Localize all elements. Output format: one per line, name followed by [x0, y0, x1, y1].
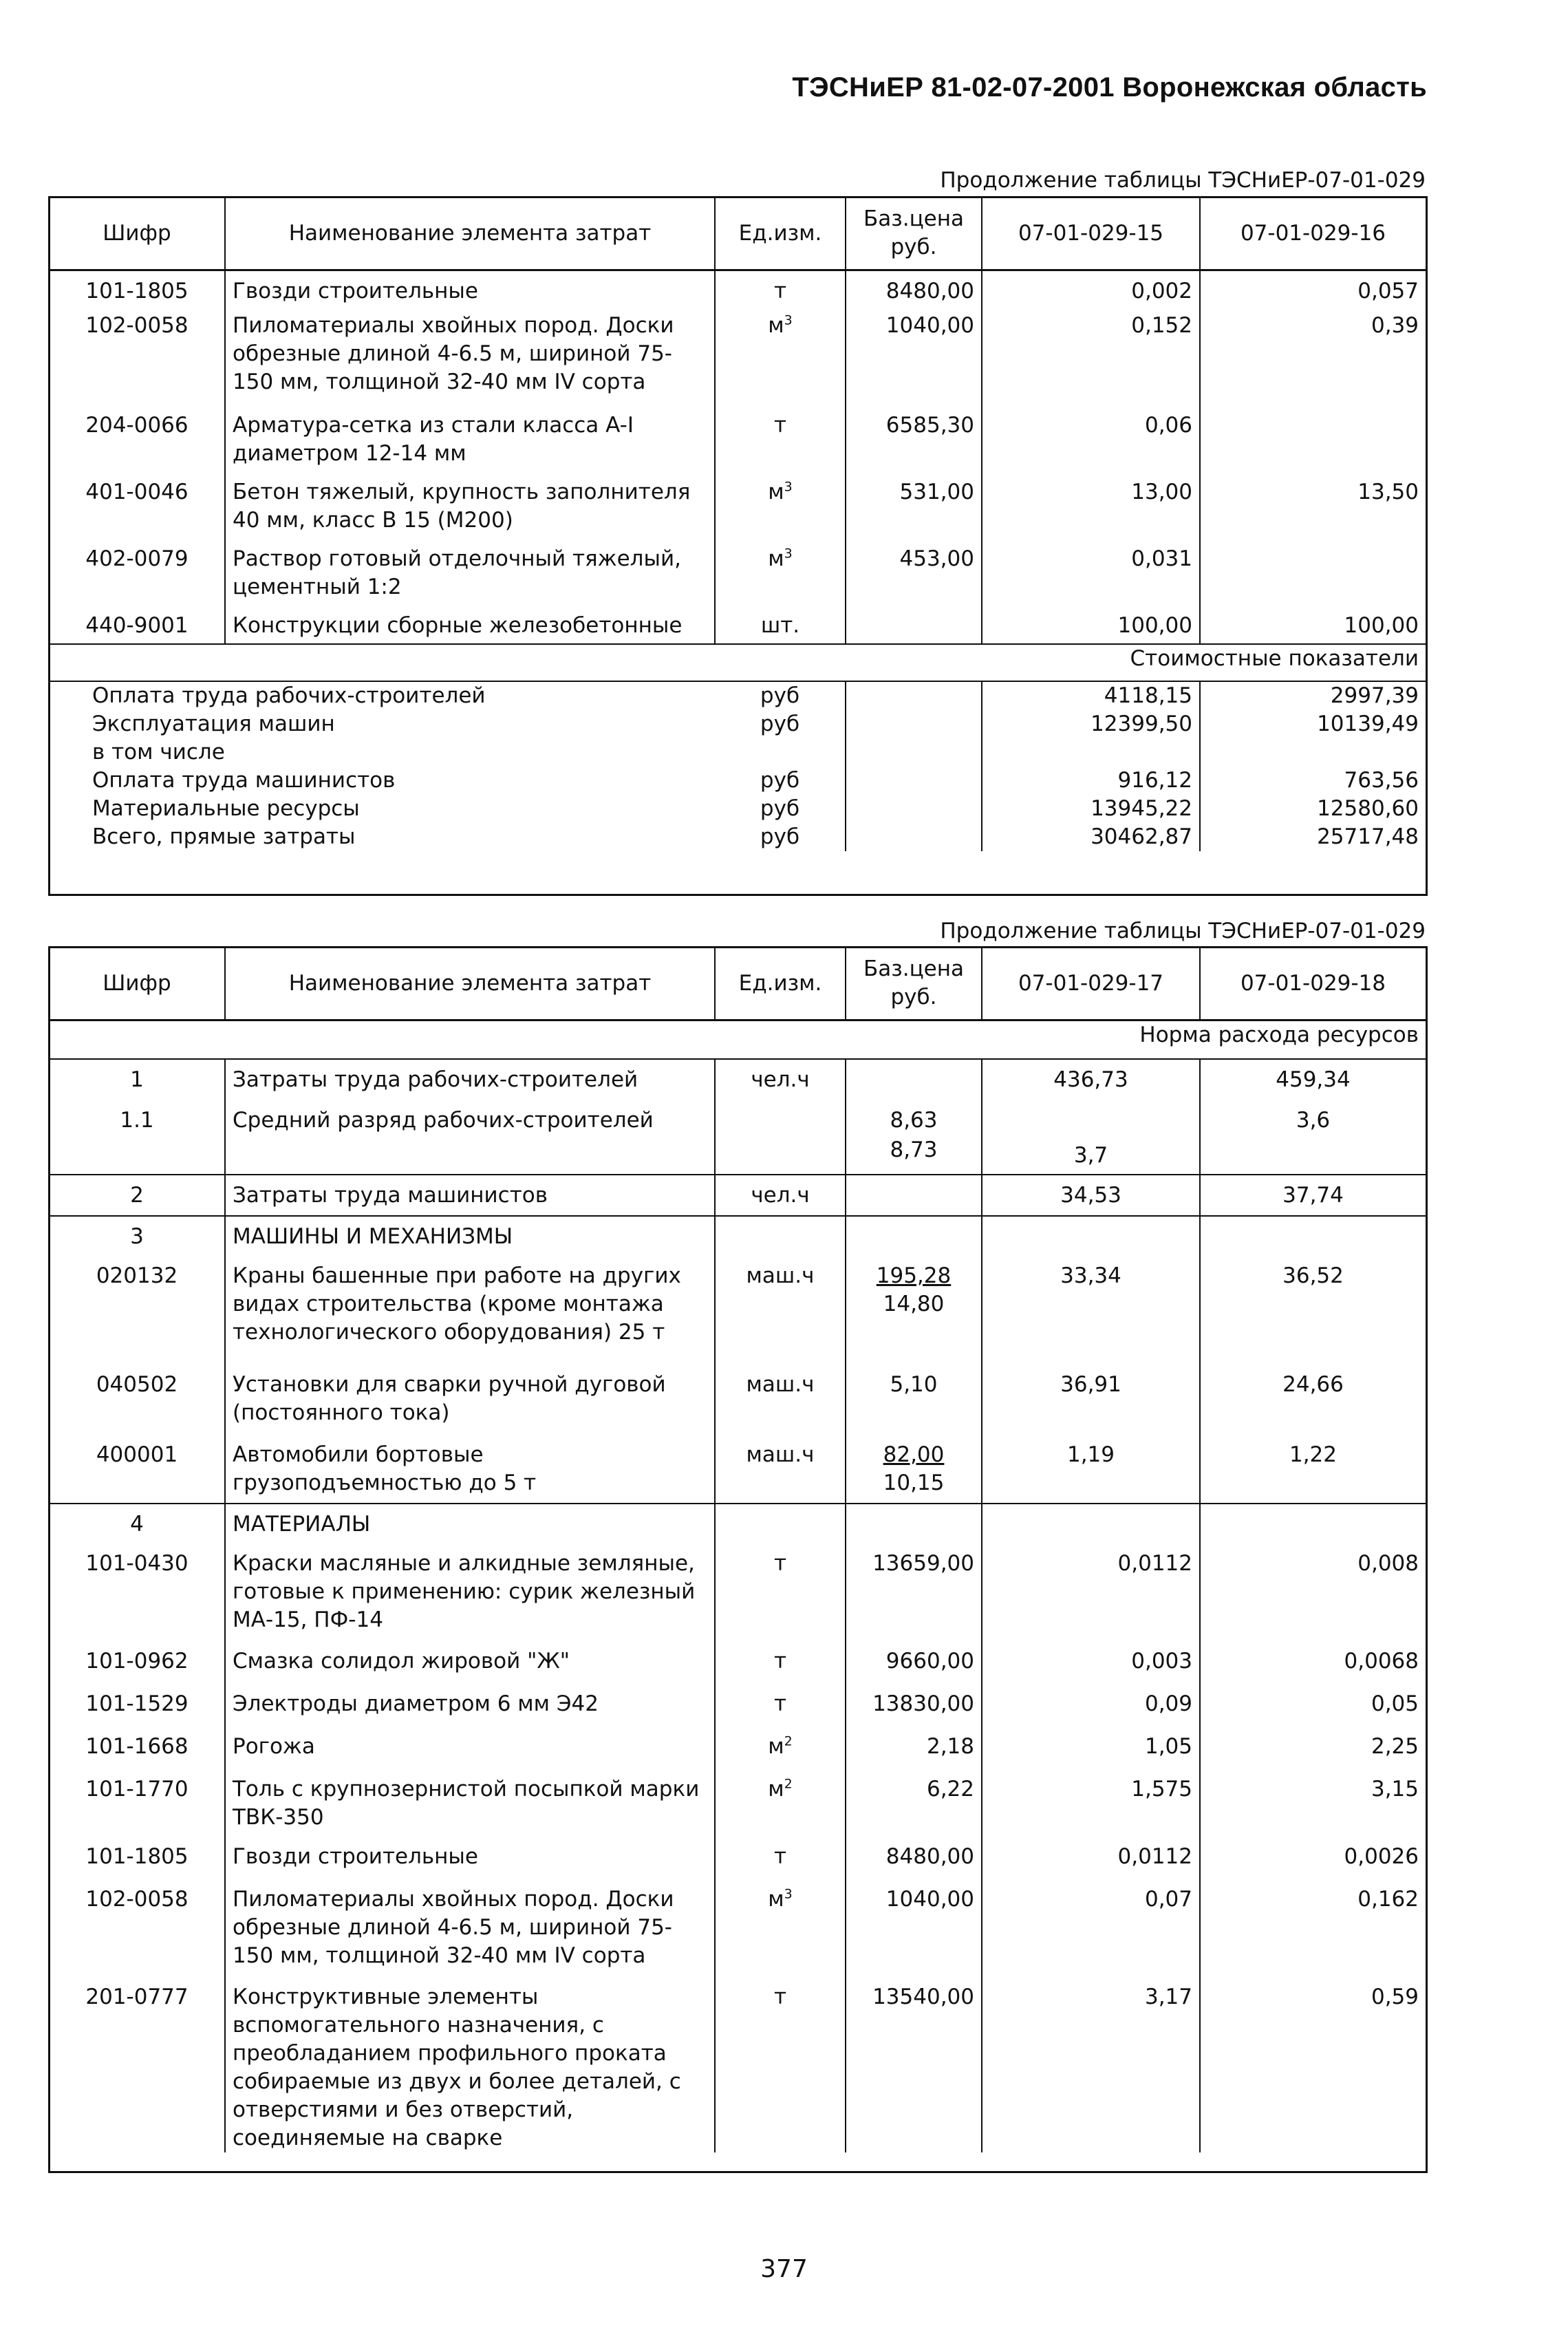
row-unit: т [715, 1684, 846, 1727]
row-code: 4 [130, 1511, 144, 1537]
row-value-15: 0,06 [982, 405, 1200, 472]
summary-unit: руб [760, 796, 800, 821]
row-value-16: 0,057 [1200, 270, 1426, 306]
row-name [225, 1136, 715, 1175]
resource-table-1 [50, 197, 1426, 851]
row-unit: чел.ч [715, 1059, 846, 1100]
summary-label: Оплата труда рабочих-строителей [92, 683, 486, 708]
summary-empty [846, 681, 982, 710]
col-header-norm-15: 07-01-029-15 [982, 197, 1200, 270]
summary-value-15: 916,12 [982, 767, 1200, 795]
col-header-price: Баз.цена руб. [846, 197, 982, 270]
row-value-18: 1,22 [1200, 1435, 1426, 1504]
table-row [50, 1504, 1426, 1543]
summary-empty [846, 710, 982, 738]
row-value-16 [1200, 539, 1426, 606]
document-header-title: ТЭСНиЕР 81-02-07-2001 Воронежская область [792, 72, 1427, 103]
row-price: 2,18 [846, 1727, 982, 1769]
row-unit: $м^3$ [715, 306, 846, 405]
row-value-18: 36,52 [1200, 1256, 1426, 1365]
col-header-unit: Ед.изм. [715, 197, 846, 270]
summary-empty [846, 795, 982, 823]
summary-empty [846, 738, 982, 767]
row-value-17: 0,0112 [982, 1837, 1200, 1879]
row-value-18 [1200, 1136, 1426, 1175]
row-value-17: 1,05 [982, 1727, 1200, 1769]
row-name: Арматура-сетка из стали класса A-I диаметром 12-14 мм [225, 405, 715, 472]
row-value-17: 0,07 [982, 1879, 1200, 1977]
row-name: Затраты труда рабочих-строителей [225, 1059, 715, 1100]
row-code: 204-0066 [85, 413, 189, 438]
table-row [50, 1059, 1426, 1100]
row-value-18: 2,25 [1200, 1727, 1426, 1769]
row-code: 040502 [96, 1371, 178, 1397]
row-name: Раствор готовый отделочный тяжелый, цементный 1:2 [225, 539, 715, 606]
row-code: 102-0058 [85, 313, 189, 338]
row-value-15: 100,00 [982, 606, 1200, 644]
row-price: 453,00 [846, 539, 982, 606]
summary-label: Эксплуатация машин [92, 712, 335, 736]
table-row [50, 1879, 1426, 1977]
row-name: Бетон тяжелый, крупность заполнителя 40 мм, класс B 15 (M200) [225, 472, 715, 539]
row-value-18: 37,74 [1200, 1175, 1426, 1216]
row-price: 8480,00 [846, 270, 982, 306]
resource-table-2 [50, 948, 1426, 2152]
summary-value-15: 4118,15 [982, 681, 1200, 710]
row-price: 5,10 [846, 1365, 982, 1435]
row-code: 101-0430 [85, 1550, 189, 1576]
row-unit: т [715, 1543, 846, 1641]
table-row [50, 405, 1426, 472]
row-code: 101-0962 [85, 1648, 189, 1674]
row-code [50, 1136, 225, 1175]
row-value-17: 36,91 [982, 1365, 1200, 1435]
row-unit: $м^2$ [715, 1727, 846, 1769]
row-name: Конструктивные элементы вспомогательного назначения, с преобладанием профильного проката собираемые из двух и более деталей, с отверстиями и без отверстий, соединяемые на сварке [225, 1977, 715, 2152]
summary-value-16 [1200, 738, 1426, 767]
summary-unit: руб [760, 768, 800, 793]
row-unit: $м^3$ [715, 539, 846, 606]
row-price: 6585,30 [846, 405, 982, 472]
row-name: Конструкции сборные железобетонные [225, 606, 715, 644]
row-unit: чел.ч [715, 1175, 846, 1216]
row-code: 402-0079 [85, 546, 189, 571]
row-unit: $м^3$ [715, 472, 846, 539]
row-value-17: 0,0112 [982, 1543, 1200, 1641]
col-header-norm-16: 07-01-029-16 [1200, 197, 1426, 270]
row-unit [715, 1136, 846, 1175]
row-value-18: 0,05 [1200, 1684, 1426, 1727]
summary-unit: руб [760, 683, 800, 708]
row-unit: $м^3$ [715, 1879, 846, 1977]
row-code: 3 [130, 1223, 144, 1249]
table-row [50, 606, 1426, 644]
row-value-17: 1,19 [982, 1435, 1200, 1504]
row-value-15: 0,031 [982, 539, 1200, 606]
row-price [846, 1175, 982, 1216]
table-row [50, 306, 1426, 405]
row-price: 82,00 10,15 [846, 1435, 982, 1504]
row-code: 440-9001 [50, 606, 225, 644]
row-value-15: 0,002 [982, 270, 1200, 306]
row-unit [715, 1504, 846, 1543]
summary-value-15 [982, 738, 1200, 767]
table-row [50, 1769, 1426, 1837]
section-title: Стоимостные показатели [50, 644, 1426, 681]
row-value-18 [1200, 1216, 1426, 1256]
row-price [846, 1059, 982, 1100]
col-header-norm-18: 07-01-029-18 [1200, 948, 1426, 1020]
row-value-17: 34,53 [982, 1175, 1200, 1216]
summary-label: Материальные ресурсы [92, 796, 360, 821]
row-value-18: 24,66 [1200, 1365, 1426, 1435]
row-value-17: 436,73 [982, 1059, 1200, 1100]
row-code: 101-1805 [85, 1843, 189, 1869]
row-price: 1040,00 [846, 1879, 982, 1977]
table-row [50, 1100, 1426, 1136]
summary-unit [715, 738, 846, 767]
row-value-18: 459,34 [1200, 1059, 1426, 1100]
summary-value-15: 30462,87 [982, 823, 1200, 851]
section-row [50, 1020, 1426, 1059]
summary-unit: руб [760, 712, 800, 736]
table-row [50, 1256, 1426, 1365]
row-unit: маш.ч [715, 1256, 846, 1365]
row-price: 8480,00 [846, 1837, 982, 1879]
col-header-name: Наименование элемента затрат [225, 948, 715, 1020]
row-code: 2 [50, 1175, 225, 1216]
row-value-15: 13,00 [982, 472, 1200, 539]
row-unit: т [715, 405, 846, 472]
col-header-code: Шифр [50, 197, 225, 270]
summary-label: в том числе [92, 740, 225, 765]
table1-caption: Продолжение таблицы ТЭСНиЕР-07-01-029 [940, 168, 1426, 193]
row-price: 13830,00 [846, 1684, 982, 1727]
row-value-18: 3,15 [1200, 1769, 1426, 1837]
row-value-18: 0,59 [1200, 1977, 1426, 2152]
row-unit: т [715, 1641, 846, 1684]
summary-value-15: 13945,22 [982, 795, 1200, 823]
summary-value-16: 10139,49 [1200, 710, 1426, 738]
row-name: Затраты труда машинистов [225, 1175, 715, 1216]
table-row [50, 1435, 1426, 1504]
row-price: 8,63 [846, 1100, 982, 1136]
row-value-18: 0,008 [1200, 1543, 1426, 1641]
table-row [50, 1216, 1426, 1256]
row-name: МАШИНЫ И МЕХАНИЗМЫ [225, 1216, 715, 1256]
row-name: Гвозди строительные [225, 270, 715, 306]
summary-label: Оплата труда машинистов [92, 768, 396, 793]
row-code: 400001 [50, 1435, 225, 1504]
row-value-18: 3,6 [1200, 1100, 1426, 1136]
row-code: 101-1529 [85, 1691, 189, 1716]
row-unit: $м^2$ [715, 1769, 846, 1837]
row-price [846, 1216, 982, 1256]
row-name: МАТЕРИАЛЫ [225, 1504, 715, 1543]
row-value-17: 33,34 [982, 1256, 1200, 1365]
row-value-17 [982, 1216, 1200, 1256]
col-header-unit: Ед.изм. [715, 948, 846, 1020]
row-name: Автомобили бортовые грузоподъемностью до 5 т [225, 1435, 715, 1504]
row-value-16 [1200, 405, 1426, 472]
row-value-17: 3,17 [982, 1977, 1200, 2152]
row-name: Электроды диаметром 6 мм Э42 [225, 1684, 715, 1727]
table-row [50, 1727, 1426, 1769]
summary-row [50, 795, 1426, 823]
summary-row [50, 823, 1426, 851]
row-name: Краны башенные при работе на других видах строительства (кроме монтажа технологического оборудования) 25 т [225, 1256, 715, 1365]
row-value-17 [982, 1100, 1200, 1136]
table-row [50, 1136, 1426, 1175]
row-value-18: 0,0068 [1200, 1641, 1426, 1684]
summary-empty [846, 767, 982, 795]
row-price [846, 606, 982, 644]
table-row [50, 1684, 1426, 1727]
summary-value-16: 12580,60 [1200, 795, 1426, 823]
row-name: Краски масляные и алкидные земляные, готовые к применению: сурик железный МА-15, ПФ-14 [225, 1543, 715, 1641]
row-value-17: 3,7 [982, 1136, 1200, 1175]
summary-value-16: 763,56 [1200, 767, 1426, 795]
row-unit: т [715, 270, 846, 306]
row-value-15: 0,152 [982, 306, 1200, 405]
summary-empty [846, 823, 982, 851]
row-price: 13659,00 [846, 1543, 982, 1641]
row-code: 1.1 [120, 1107, 154, 1133]
summary-value-16: 2997,39 [1200, 681, 1426, 710]
row-unit: т [715, 1837, 846, 1879]
summary-row [50, 681, 1426, 710]
row-value-18: 0,162 [1200, 1879, 1426, 1977]
table-row [50, 472, 1426, 539]
table-row [50, 1837, 1426, 1879]
col-header-name: Наименование элемента затрат [225, 197, 715, 270]
col-header-code: Шифр [50, 948, 225, 1020]
row-unit: шт. [715, 606, 846, 644]
row-value-17 [982, 1504, 1200, 1543]
row-price: 531,00 [846, 472, 982, 539]
row-value-18: 0,0026 [1200, 1837, 1426, 1879]
row-name: Толь с крупнозернистой посыпкой марки ТВК-350 [225, 1769, 715, 1837]
row-code: 1 [130, 1067, 144, 1092]
table-row [50, 1977, 1426, 2152]
row-value-17: 0,003 [982, 1641, 1200, 1684]
row-price: 195,28 14,80 [846, 1256, 982, 1365]
table-row [50, 1365, 1426, 1435]
summary-label: Всего, прямые затраты [92, 824, 356, 849]
row-value-17: 1,575 [982, 1769, 1200, 1837]
row-price: 13540,00 [846, 1977, 982, 2152]
row-value-17: 0,09 [982, 1684, 1200, 1727]
row-code: 101-1805 [85, 279, 189, 303]
section-row [50, 644, 1426, 681]
row-price: 8,73 [846, 1136, 982, 1175]
table-row [50, 1641, 1426, 1684]
page-number: 377 [760, 2255, 808, 2283]
row-name: Гвозди строительные [225, 1837, 715, 1879]
row-unit: маш.ч [715, 1435, 846, 1504]
row-unit: т [715, 1977, 846, 2152]
row-code: 102-0058 [85, 1886, 189, 1912]
row-code: 101-1770 [85, 1776, 189, 1802]
row-price: 9660,00 [846, 1641, 982, 1684]
summary-row [50, 738, 1426, 767]
row-unit: маш.ч [715, 1365, 846, 1435]
col-header-price: Баз.цена руб. [846, 948, 982, 1020]
row-name: Рогожа [225, 1727, 715, 1769]
summary-value-15: 12399,50 [982, 710, 1200, 738]
row-value-16: 13,50 [1200, 472, 1426, 539]
row-code: 401-0046 [85, 480, 189, 504]
summary-unit: руб [760, 824, 800, 849]
row-code: 101-1668 [85, 1733, 189, 1759]
row-unit [715, 1216, 846, 1256]
summary-row [50, 710, 1426, 738]
col-header-norm-17: 07-01-029-17 [982, 948, 1200, 1020]
summary-row [50, 767, 1426, 795]
row-price: 1040,00 [846, 306, 982, 405]
row-name: Пиломатериалы хвойных пород. Доски обрезные длиной 4-6.5 м, шириной 75-150 мм, толщиной 32-40 мм IV сорта [225, 306, 715, 405]
table-row [50, 1543, 1426, 1641]
row-value-16: 100,00 [1200, 606, 1426, 644]
row-name: Смазка солидол жировой "Ж" [225, 1641, 715, 1684]
row-value-18 [1200, 1504, 1426, 1543]
row-code: 201-0777 [85, 1984, 189, 2009]
row-name: Средний разряд рабочих-строителей [225, 1100, 715, 1136]
table-row [50, 1175, 1426, 1216]
table-row [50, 539, 1426, 606]
section-title: Норма расхода ресурсов [50, 1020, 1426, 1059]
row-unit [715, 1100, 846, 1136]
table-row [50, 270, 1426, 306]
row-code: 020132 [96, 1263, 178, 1288]
row-price: 6,22 [846, 1769, 982, 1837]
row-name: Установки для сварки ручной дуговой (постоянного тока) [225, 1365, 715, 1435]
row-name: Пиломатериалы хвойных пород. Доски обрезные длиной 4-6.5 м, шириной 75-150 мм, толщиной 32-40 мм IV сорта [225, 1879, 715, 1977]
row-price [846, 1504, 982, 1543]
row-value-16: 0,39 [1200, 306, 1426, 405]
summary-value-16: 25717,48 [1200, 823, 1426, 851]
table2-caption: Продолжение таблицы ТЭСНиЕР-07-01-029 [940, 919, 1426, 943]
